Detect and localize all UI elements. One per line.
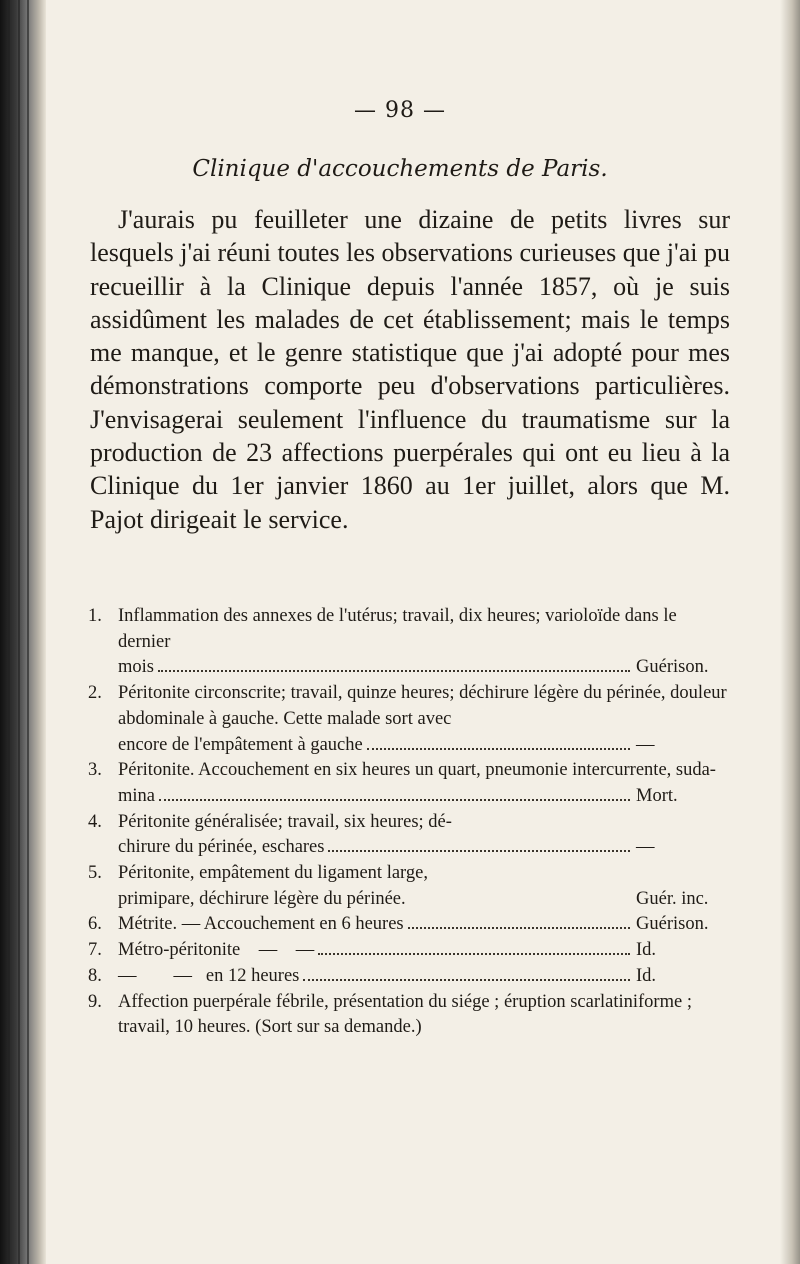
case-item <box>88 964 728 990</box>
case-item <box>88 810 728 861</box>
case-outcome-row <box>118 964 728 990</box>
case-description-end: mina <box>118 785 155 806</box>
page-number: — 98 — <box>354 98 446 123</box>
case-item <box>88 861 728 912</box>
spine-line <box>27 0 29 1264</box>
case-number: 9. <box>88 991 102 1012</box>
case-description-end: chirure du périnée, eschares <box>118 837 325 858</box>
case-outcome: Guérison. <box>636 914 709 935</box>
case-description-end: Métrite. — Accouchement en 6 heures <box>118 914 404 935</box>
case-number: 8. <box>88 965 102 986</box>
case-number: 6. <box>88 914 102 935</box>
dot-leader <box>158 670 630 672</box>
case-item <box>88 681 728 758</box>
case-outcome-row <box>118 733 728 759</box>
case-outcome-row <box>118 835 728 861</box>
book-spine-shadow <box>0 0 46 1264</box>
spine-line <box>8 0 10 1264</box>
case-description: Affection puerpérale fébrile, présentation du siége ; éruption scarlatiniforme ; travail, 10 heures. (Sort sur sa demande.) <box>118 991 692 1038</box>
case-item <box>88 758 728 809</box>
case-description: Péritonite circonscrite; travail, quinze heures; déchirure légère du périnée, douleur abdominale à gauche. Cette malade sort avec <box>118 683 727 729</box>
dot-leader <box>303 979 630 981</box>
dot-leader <box>318 953 630 955</box>
case-outcome: Id. <box>636 940 657 961</box>
case-description-end: Métro-péritonite — — <box>118 940 315 961</box>
case-description: Péritonite généralisée; travail, six heures; dé- <box>118 811 452 832</box>
case-description: Inflammation des annexes de l'utérus; travail, dix heures; varioloïde dans le dernier <box>118 606 677 652</box>
dot-leader <box>159 799 630 801</box>
case-outcome: — <box>636 837 655 858</box>
case-number: 4. <box>88 811 102 832</box>
case-number: 7. <box>88 940 102 961</box>
running-title: Clinique d'accouchements de Paris. <box>192 156 608 182</box>
case-item <box>88 604 728 681</box>
case-number: 3. <box>88 760 102 781</box>
case-outcome: — <box>636 734 655 755</box>
case-outcome: Mort. <box>636 785 678 806</box>
case-outcome-row <box>118 655 728 681</box>
case-number: 5. <box>88 863 102 884</box>
case-outcome-row <box>118 784 728 810</box>
case-item <box>88 990 728 1041</box>
case-description-end: — — en 12 heures <box>118 965 300 986</box>
body-text <box>90 203 730 536</box>
case-outcome: Guérison. <box>636 657 709 678</box>
case-number: 1. <box>88 606 102 626</box>
dot-leader <box>367 748 630 750</box>
case-number: 2. <box>88 683 102 704</box>
case-list <box>88 604 728 1041</box>
body-paragraph: J'aurais pu feuilleter une dizaine de petits livres sur lesquels j'ai réuni toutes les observations curieuses que j'ai pu recueillir à la Clinique depuis l'année 1857, où je suis assidûment les malades de cet établissement; mais le temps me manque, et le genre statistique que j'ai adopté pour mes démonstrations comporte peu d'observations particulières. J'envisagerai seulement l'influence du traumatisme sur la production de 23 affections puerpérales qui ont eu lieu à la Clinique du 1er janvier 1860 au 1er juillet, alors que M. Pajot dirigeait le service. <box>90 205 730 534</box>
case-outcome: Id. <box>636 965 657 986</box>
case-description: Péritonite, empâtement du ligament large, <box>118 863 428 884</box>
case-outcome-row <box>118 912 728 938</box>
case-description: Péritonite. Accouchement en six heures un quart, pneumonie intercurrente, suda- <box>118 760 716 781</box>
page-edge-shadow <box>780 0 800 1264</box>
case-description-end: encore de l'empâtement à gauche <box>118 734 363 755</box>
spine-line <box>18 0 20 1264</box>
case-description-end: mois <box>118 657 154 678</box>
case-item <box>88 912 728 938</box>
case-description-end: primipare, déchirure légère du périnée. <box>118 888 406 909</box>
case-item <box>88 938 728 964</box>
dot-leader <box>328 850 630 852</box>
case-outcome-row <box>118 938 728 964</box>
case-outcome-row <box>118 887 728 913</box>
dot-leader <box>408 927 630 929</box>
case-outcome: Guér. inc. <box>636 888 709 909</box>
